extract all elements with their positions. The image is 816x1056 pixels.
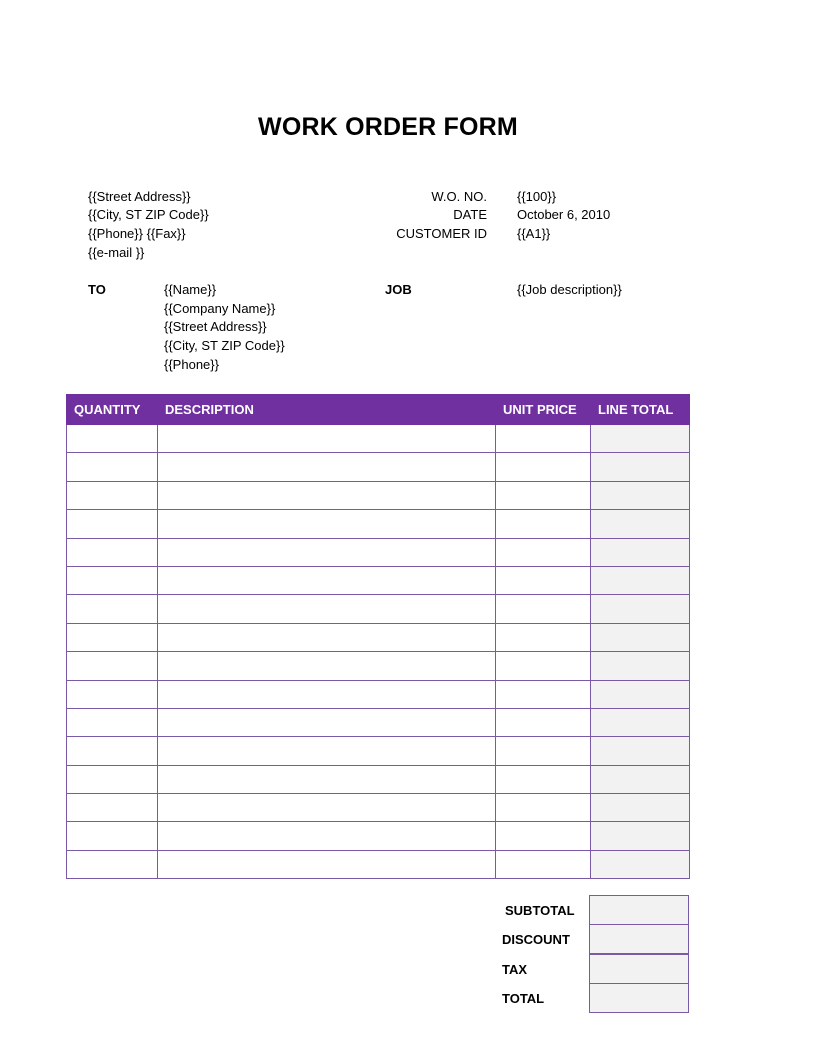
unit-price-cell[interactable] bbox=[496, 794, 591, 822]
description-cell[interactable] bbox=[158, 623, 496, 651]
table-row bbox=[67, 794, 690, 822]
table-row bbox=[67, 595, 690, 623]
to-phone: {{Phone}} bbox=[164, 357, 219, 372]
table-row bbox=[67, 566, 690, 594]
line-total-cell[interactable] bbox=[591, 850, 690, 878]
table-row bbox=[67, 737, 690, 765]
line-total-cell[interactable] bbox=[591, 708, 690, 736]
description-cell[interactable] bbox=[158, 425, 496, 453]
quantity-cell[interactable] bbox=[67, 708, 158, 736]
line-total-cell[interactable] bbox=[591, 737, 690, 765]
unit-price-cell[interactable] bbox=[496, 765, 591, 793]
quantity-cell[interactable] bbox=[67, 850, 158, 878]
line-total-cell[interactable] bbox=[591, 481, 690, 509]
table-row bbox=[67, 822, 690, 850]
description-cell[interactable] bbox=[158, 538, 496, 566]
table-row bbox=[67, 538, 690, 566]
sender-email: {{e-mail }} bbox=[88, 245, 145, 260]
to-city: {{City, ST ZIP Code}} bbox=[164, 338, 285, 353]
line-total-cell[interactable] bbox=[591, 822, 690, 850]
unit-price-cell[interactable] bbox=[496, 737, 591, 765]
description-cell[interactable] bbox=[158, 850, 496, 878]
description-cell[interactable] bbox=[158, 652, 496, 680]
subtotal-label: SUBTOTAL bbox=[505, 903, 575, 918]
line-total-cell[interactable] bbox=[591, 425, 690, 453]
tax-label: TAX bbox=[502, 962, 528, 977]
quantity-cell[interactable] bbox=[67, 566, 158, 594]
description-cell[interactable] bbox=[158, 737, 496, 765]
description-cell[interactable] bbox=[158, 708, 496, 736]
quantity-cell[interactable] bbox=[67, 680, 158, 708]
table-row bbox=[67, 850, 690, 878]
table-row bbox=[67, 481, 690, 509]
line-total-cell[interactable] bbox=[591, 510, 690, 538]
table-row bbox=[67, 765, 690, 793]
job-label: JOB bbox=[385, 282, 412, 297]
table-header-row bbox=[67, 395, 690, 425]
sender-street: {{Street Address}} bbox=[88, 189, 191, 204]
tax-field[interactable] bbox=[589, 954, 689, 984]
unit-price-cell[interactable] bbox=[496, 481, 591, 509]
line-total-cell[interactable] bbox=[591, 453, 690, 481]
wo-number-value: {{100}} bbox=[517, 189, 557, 204]
description-cell[interactable] bbox=[158, 453, 496, 481]
quantity-cell[interactable] bbox=[67, 737, 158, 765]
quantity-cell[interactable] bbox=[67, 652, 158, 680]
header-line-total: LINE TOTAL bbox=[591, 395, 690, 425]
description-cell[interactable] bbox=[158, 595, 496, 623]
unit-price-cell[interactable] bbox=[496, 680, 591, 708]
unit-price-cell[interactable] bbox=[496, 822, 591, 850]
table-row bbox=[67, 708, 690, 736]
quantity-cell[interactable] bbox=[67, 453, 158, 481]
quantity-cell[interactable] bbox=[67, 822, 158, 850]
customer-id-label: CUSTOMER ID bbox=[396, 226, 487, 241]
unit-price-cell[interactable] bbox=[496, 453, 591, 481]
quantity-cell[interactable] bbox=[67, 510, 158, 538]
quantity-cell[interactable] bbox=[67, 765, 158, 793]
date-value: October 6, 2010 bbox=[517, 207, 611, 222]
unit-price-cell[interactable] bbox=[496, 566, 591, 594]
table-row bbox=[67, 623, 690, 651]
to-company: {{Company Name}} bbox=[164, 301, 276, 316]
items-table bbox=[66, 394, 690, 879]
table-row bbox=[67, 510, 690, 538]
line-total-cell[interactable] bbox=[591, 680, 690, 708]
table-row bbox=[67, 453, 690, 481]
subtotal-field[interactable] bbox=[589, 895, 689, 925]
sender-phone-fax: {{Phone}} {{Fax}} bbox=[88, 226, 186, 241]
line-total-cell[interactable] bbox=[591, 595, 690, 623]
description-cell[interactable] bbox=[158, 680, 496, 708]
unit-price-cell[interactable] bbox=[496, 510, 591, 538]
quantity-cell[interactable] bbox=[67, 623, 158, 651]
table-row bbox=[67, 680, 690, 708]
unit-price-cell[interactable] bbox=[496, 623, 591, 651]
customer-id-value: {{A1}} bbox=[517, 226, 551, 241]
table-row bbox=[67, 652, 690, 680]
quantity-cell[interactable] bbox=[67, 595, 158, 623]
unit-price-cell[interactable] bbox=[496, 708, 591, 736]
line-total-cell[interactable] bbox=[591, 566, 690, 594]
line-total-cell[interactable] bbox=[591, 765, 690, 793]
description-cell[interactable] bbox=[158, 481, 496, 509]
line-total-cell[interactable] bbox=[591, 538, 690, 566]
quantity-cell[interactable] bbox=[67, 538, 158, 566]
total-field[interactable] bbox=[589, 983, 689, 1013]
table-row bbox=[67, 425, 690, 453]
discount-field[interactable] bbox=[589, 924, 689, 954]
unit-price-cell[interactable] bbox=[496, 595, 591, 623]
quantity-cell[interactable] bbox=[67, 425, 158, 453]
to-label: TO bbox=[88, 282, 106, 297]
wo-number-label: W.O. NO. bbox=[431, 189, 487, 204]
quantity-cell[interactable] bbox=[67, 794, 158, 822]
description-cell[interactable] bbox=[158, 794, 496, 822]
header-description: DESCRIPTION bbox=[158, 395, 496, 425]
description-cell[interactable] bbox=[158, 510, 496, 538]
line-total-cell[interactable] bbox=[591, 794, 690, 822]
description-cell[interactable] bbox=[158, 822, 496, 850]
items-table-body bbox=[67, 425, 690, 879]
sender-city: {{City, ST ZIP Code}} bbox=[88, 207, 209, 222]
unit-price-cell[interactable] bbox=[496, 425, 591, 453]
header-unit-price: UNIT PRICE bbox=[496, 395, 591, 425]
header-quantity: QUANTITY bbox=[67, 395, 158, 425]
to-street: {{Street Address}} bbox=[164, 319, 267, 334]
job-description: {{Job description}} bbox=[517, 282, 622, 297]
description-cell[interactable] bbox=[158, 566, 496, 594]
date-label: DATE bbox=[453, 207, 487, 222]
total-label: TOTAL bbox=[502, 991, 545, 1006]
unit-price-cell[interactable] bbox=[496, 850, 591, 878]
discount-label: DISCOUNT bbox=[502, 932, 570, 947]
unit-price-cell[interactable] bbox=[496, 652, 591, 680]
to-name: {{Name}} bbox=[164, 282, 217, 297]
quantity-cell[interactable] bbox=[67, 481, 158, 509]
page-title: WORK ORDER FORM bbox=[258, 113, 518, 141]
line-total-cell[interactable] bbox=[591, 652, 690, 680]
description-cell[interactable] bbox=[158, 765, 496, 793]
unit-price-cell[interactable] bbox=[496, 538, 591, 566]
line-total-cell[interactable] bbox=[591, 623, 690, 651]
